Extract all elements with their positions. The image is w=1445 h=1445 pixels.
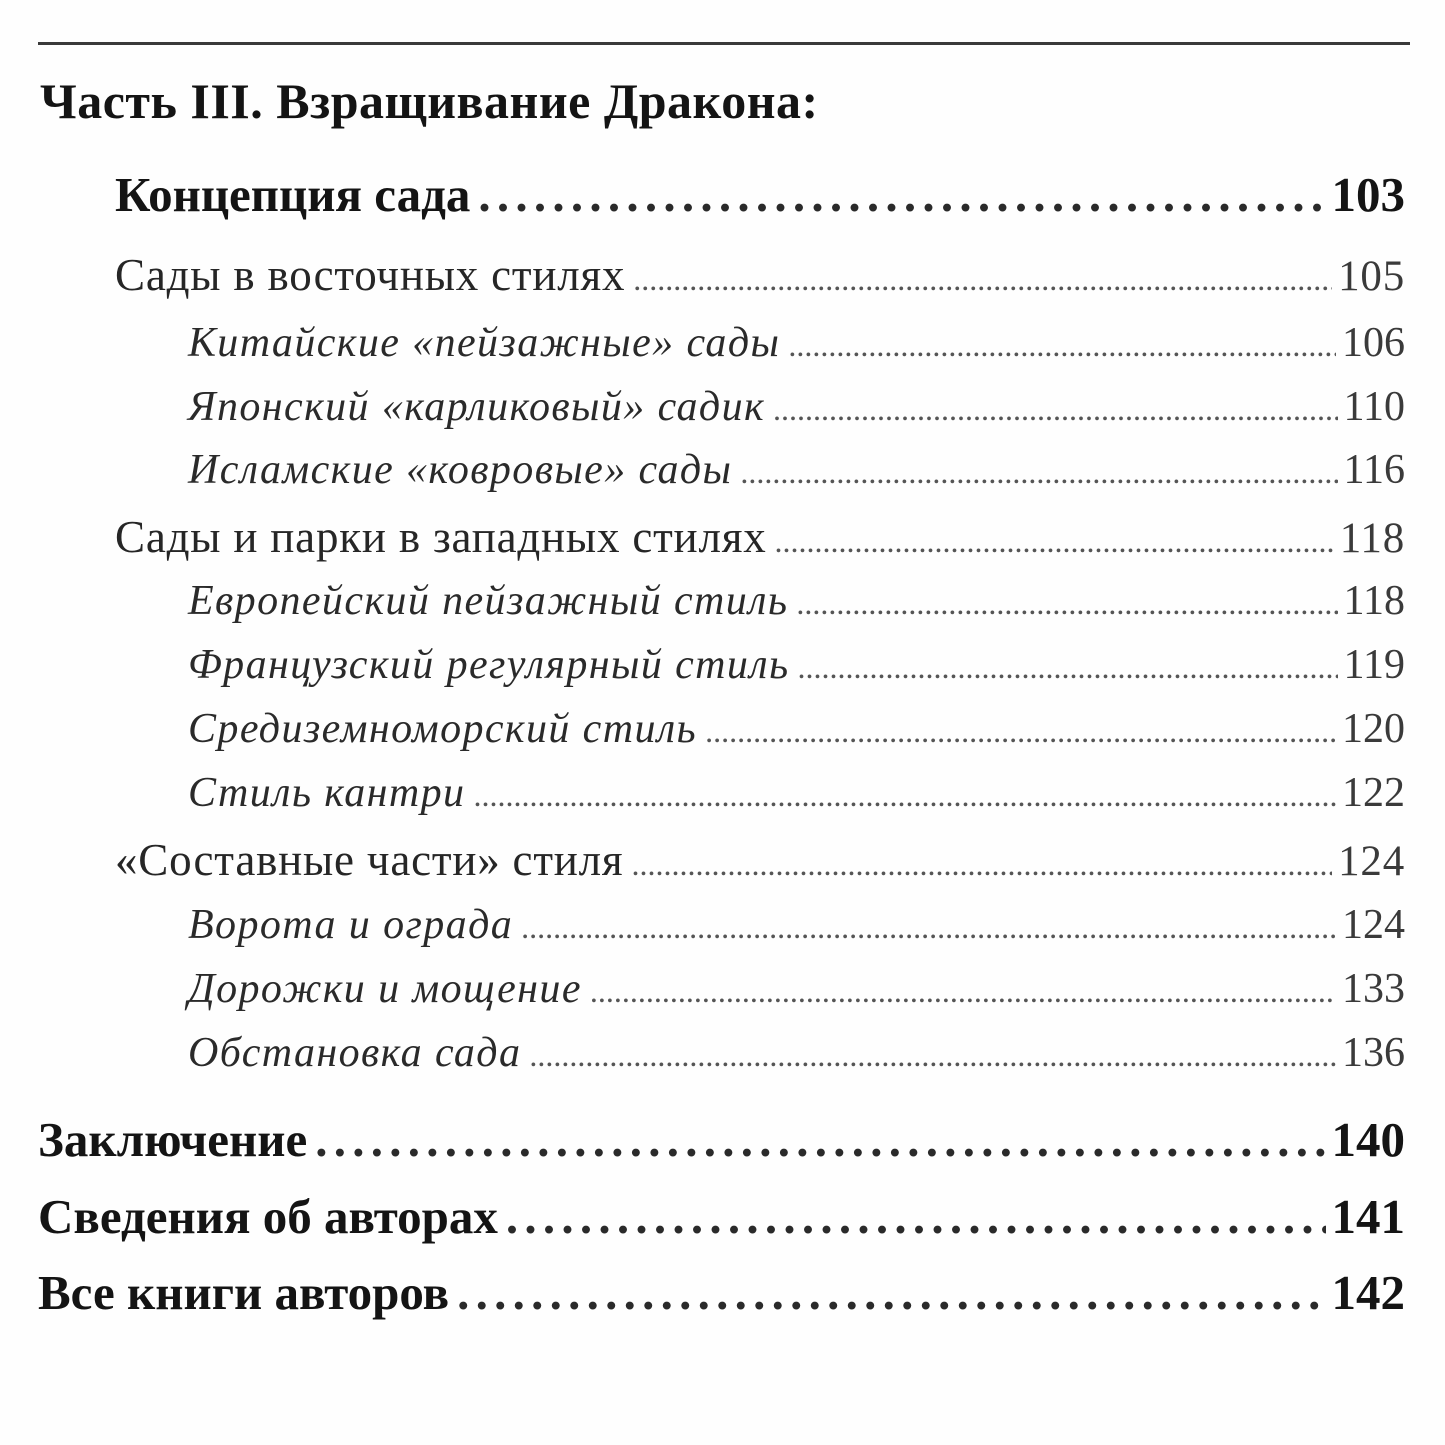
toc-entry-eastern-styles [115, 250, 1405, 300]
toc-dot-leader [798, 651, 1338, 683]
toc-entry-page: 124 [1342, 902, 1405, 948]
toc-entry-title: «Составные части» стиля [115, 835, 624, 885]
toc-entry-page: 140 [1331, 1112, 1405, 1167]
toc-entry-page: 124 [1338, 838, 1405, 885]
toc-entry-western-styles [115, 512, 1405, 562]
toc-entry-page: 116 [1343, 447, 1405, 493]
toc-entry-country-style [188, 772, 1405, 814]
toc-entry-page: 118 [1339, 515, 1405, 562]
toc-dot-leader [796, 587, 1337, 619]
toc-entry-page: 141 [1331, 1189, 1405, 1244]
toc-entry-garden-furnishing [188, 1032, 1405, 1074]
toc-entry-title: Европейский пейзажный стиль [188, 578, 789, 624]
toc-entry-page: 110 [1343, 384, 1405, 430]
toc-dot-leader [473, 779, 1336, 811]
toc-entry-page: 120 [1342, 706, 1405, 752]
toc-entry-page: 136 [1342, 1030, 1405, 1076]
toc-dot-leader [633, 263, 1332, 295]
toc-entry-paths-paving [188, 968, 1405, 1010]
toc-entry-page: 133 [1342, 966, 1405, 1012]
toc-dot-leader [315, 1115, 1325, 1164]
toc-entry-garden-concept [115, 167, 1405, 222]
toc-entry-title: Все книги авторов [38, 1265, 450, 1320]
toc-entry-title: Концепция сада [115, 167, 471, 222]
toc-dot-leader [529, 1039, 1336, 1071]
toc-dot-leader [773, 393, 1338, 425]
toc-dot-leader [478, 170, 1325, 219]
toc-entry-islamic-gardens [188, 449, 1405, 491]
toc-entry-title: Обстановка сада [188, 1030, 522, 1076]
toc-dot-leader [521, 911, 1336, 943]
toc-entry-page: 106 [1342, 320, 1405, 366]
toc-entry-title: Сведения об авторах [38, 1189, 498, 1244]
toc-entry-title: Сады и парки в западных стилях [115, 512, 767, 562]
toc-dot-leader [788, 329, 1336, 361]
toc-dot-leader [705, 715, 1336, 747]
toc-entry-page: 142 [1331, 1265, 1405, 1320]
toc-entry-page: 119 [1343, 642, 1405, 688]
toc-entry-conclusion [38, 1112, 1405, 1167]
toc-entry-title: Стиль кантри [188, 770, 466, 816]
toc-entry-page: 122 [1342, 770, 1405, 816]
toc-entry-french-regular [188, 644, 1405, 686]
toc-entry-chinese-gardens [188, 322, 1405, 364]
toc-dot-leader [740, 456, 1337, 488]
toc-entry-title: Французский регулярный стиль [188, 642, 790, 688]
toc-entry-title: Японский «карликовый» садик [188, 384, 766, 430]
toc-entry-title: Исламские «ковровые» сады [188, 447, 733, 493]
part-heading: Часть III. Взращивание Дракона: [40, 73, 819, 129]
toc-entry-about-authors [38, 1189, 1405, 1244]
toc-dot-leader [775, 525, 1334, 557]
toc-entry-style-components [115, 835, 1405, 885]
toc-dot-leader [590, 975, 1336, 1007]
toc-entry-title: Ворота и ограда [188, 902, 514, 948]
toc-entry-gates-fence [188, 904, 1405, 946]
toc-entry-page: 118 [1343, 578, 1405, 624]
toc-entry-page: 105 [1338, 253, 1405, 300]
toc-entry-all-books [38, 1265, 1405, 1320]
toc-entry-title: Сады в восточных стилях [115, 250, 626, 300]
toc-entry-title: Средиземноморский стиль [188, 706, 698, 752]
toc-dot-leader [506, 1192, 1326, 1241]
toc-entry-title: Заключение [38, 1112, 308, 1167]
toc-entry-title: Китайские «пейзажные» сады [188, 320, 781, 366]
toc-entry-european-landscape [188, 580, 1405, 622]
toc-dot-leader [457, 1268, 1325, 1317]
toc-dot-leader [631, 848, 1332, 880]
toc-entry-title: Дорожки и мощение [188, 966, 582, 1012]
toc-entry-page: 103 [1331, 167, 1405, 222]
toc-entry-japanese-garden [188, 386, 1405, 428]
toc-entry-mediterranean [188, 708, 1405, 750]
